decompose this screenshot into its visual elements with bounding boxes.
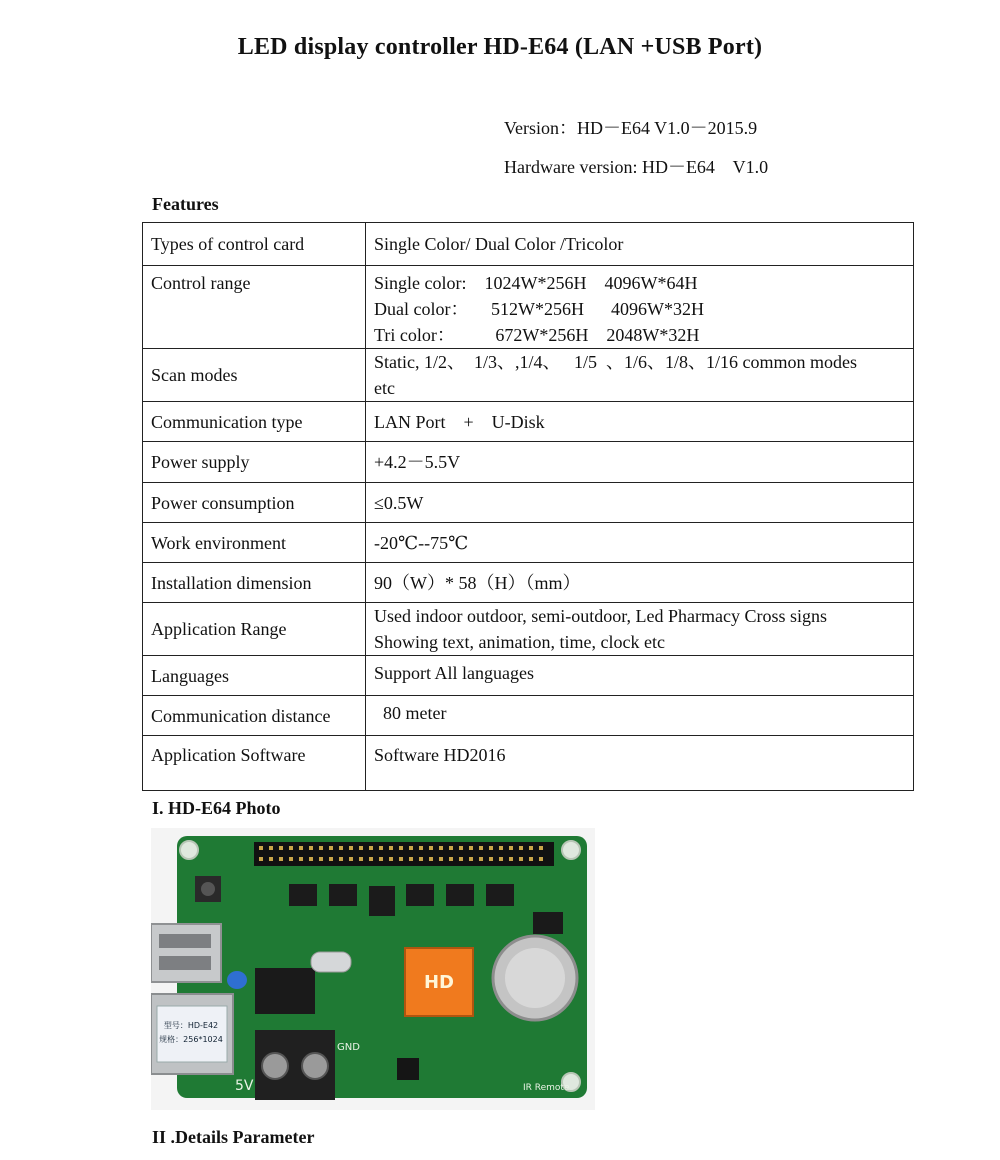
remote-label: IR Remote: [523, 1083, 570, 1093]
version-text: Version：HD－E64 V1.0－2015.9: [504, 118, 758, 138]
feature-label: Scan modes: [143, 349, 366, 402]
sticker-res-text: 规格：256*1024: [159, 1035, 223, 1044]
jumper-block: [533, 912, 563, 934]
ic-chip: [255, 968, 315, 1014]
mounting-hole: [562, 841, 580, 859]
feature-value: +4.2－5.5V: [366, 442, 914, 483]
document-title: LED display controller HD-E64 (LAN +USB Port): [237, 34, 763, 60]
feature-label: Communication distance: [143, 696, 366, 736]
sticker-model-text: 型号：HD-E42: [163, 1021, 219, 1030]
feature-value: 90（W）* 58（H）（mm）: [366, 563, 914, 603]
feature-value: LAN Port + U-Disk: [366, 402, 914, 442]
blue-capacitor: [227, 971, 247, 989]
feature-value: -20℃--75℃: [366, 523, 914, 563]
usb-port: [151, 924, 221, 982]
feature-value: ≤0.5W: [366, 483, 914, 523]
sticker: [157, 1006, 227, 1062]
feature-label: Types of control card: [143, 223, 366, 266]
gnd-label: GND: [337, 1042, 360, 1053]
ic-chip: [369, 886, 395, 916]
feature-value: Support All languages: [366, 656, 914, 696]
ir-receiver: [397, 1058, 419, 1080]
feature-label: Control range: [143, 266, 366, 349]
pin-header: [254, 842, 554, 866]
feature-label: Power supply: [143, 442, 366, 483]
ic-chip: [486, 884, 514, 906]
feature-value: Software HD2016: [366, 736, 914, 791]
mounting-hole: [180, 841, 198, 859]
feature-label: Installation dimension: [143, 563, 366, 603]
features-heading: Features: [152, 194, 219, 214]
feature-value: Used indoor outdoor, semi-outdoor, Led Pharmacy Cross signs Showing text, animation, time, clock etc: [366, 603, 914, 656]
screw-terminal: [262, 1053, 288, 1079]
feature-value: Static, 1/2、 1/3、,1/4、 1/5 、1/6、1/8、1/16 common modes etc: [366, 349, 914, 402]
table-row: [143, 736, 914, 791]
photo-heading: I. HD-E64 Photo: [152, 798, 281, 818]
ic-chip: [289, 884, 317, 906]
crystal: [311, 952, 351, 972]
table-row: [143, 656, 914, 696]
feature-label: Power consumption: [143, 483, 366, 523]
feature-label: Application Software: [143, 736, 366, 791]
features-table: [142, 222, 914, 791]
main-chip-label: HD: [423, 972, 455, 993]
hardware-version-text: Hardware version: HD－E64 V1.0: [504, 157, 769, 177]
table-row: [143, 266, 914, 349]
feature-label: Work environment: [143, 523, 366, 563]
table-row: [143, 696, 914, 736]
feature-label: Application Range: [143, 603, 366, 656]
table-row: [143, 563, 914, 603]
table-row: [143, 483, 914, 523]
table-row: [143, 603, 914, 656]
table-row: [143, 523, 914, 563]
table-row: [143, 223, 914, 266]
feature-value: 80 meter: [366, 696, 914, 736]
ic-chip: [406, 884, 434, 906]
details-heading: II .Details Parameter: [152, 1127, 315, 1147]
screw-terminal: [302, 1053, 328, 1079]
table-row: [143, 442, 914, 483]
feature-value: Single Color/ Dual Color /Tricolor: [366, 223, 914, 266]
ic-chip: [446, 884, 474, 906]
table-row: [143, 349, 914, 402]
feature-label: Communication type: [143, 402, 366, 442]
feature-value: Single color: 1024W*256H 4096W*64H Dual color： 512W*256H 4096W*32H Tri color： 672W*256H 2048W*32H: [366, 266, 914, 349]
controller-board-photo: [151, 828, 595, 1110]
ic-chip: [329, 884, 357, 906]
voltage-label: 5V: [235, 1078, 254, 1094]
table-row: [143, 402, 914, 442]
feature-label: Languages: [143, 656, 366, 696]
